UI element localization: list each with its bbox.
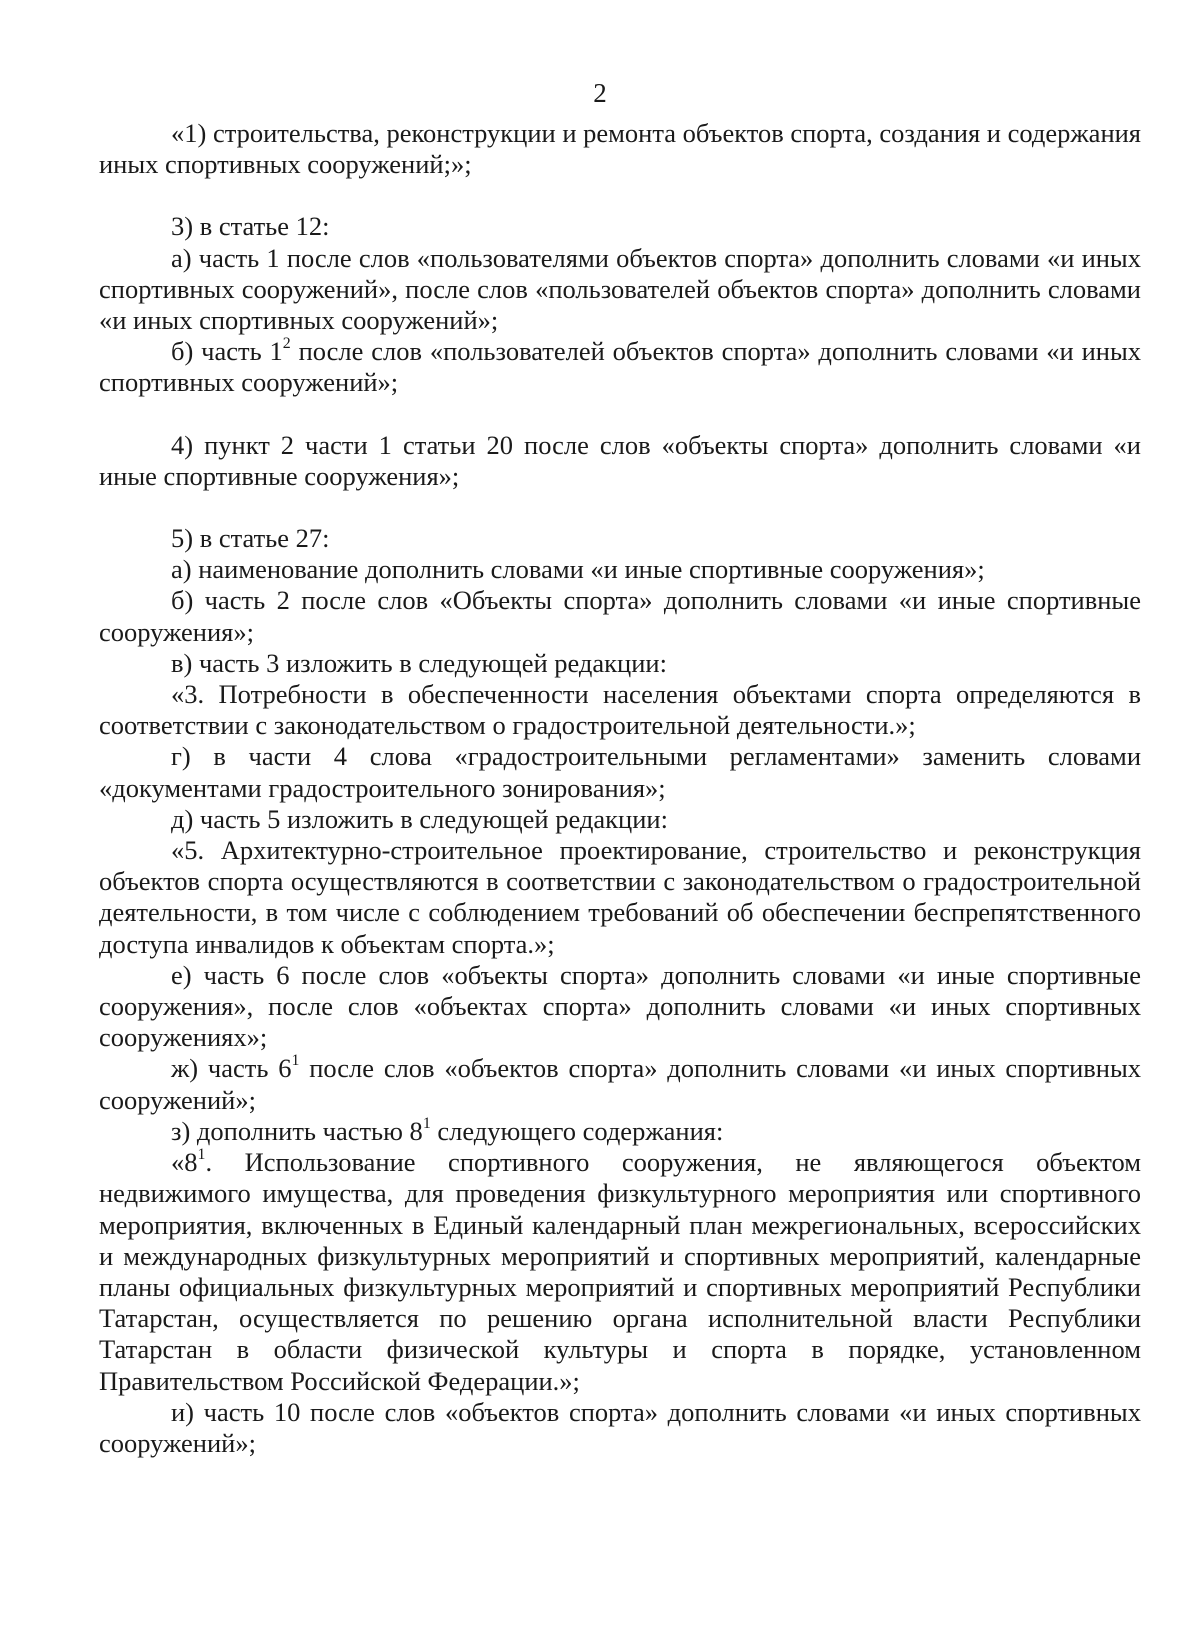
superscript: 1 xyxy=(291,1052,300,1070)
paragraph-text: «8 xyxy=(171,1147,198,1178)
paragraph-article-27-g: г) в части 4 слова «градостроительными регламентами» заменить словами «документами градостроительного зонирования»; xyxy=(99,741,1141,803)
paragraph-item-1: «1) строительства, реконструкции и ремонта объектов спорта, создания и содержания иных спортивных сооружений;»; xyxy=(99,118,1141,180)
paragraph-article-12: 3) в статье 12: xyxy=(171,211,330,242)
paragraph-text: б) часть 1 xyxy=(171,336,283,367)
paragraph-quote-part-5: «5. Архитектурно-строительное проектирование, строительство и реконструкция объектов спорта осуществляются в соответствии с законодательством о градостроительной деятельности, в том числе с соблюдением требований об обеспечении беспрепятственного доступа инвалидов к объектам спорта.»; xyxy=(99,835,1141,959)
paragraph-article-12-a: а) часть 1 после слов «пользователями объектов спорта» дополнить словами «и иных спортивных сооружений», после слов «пользователей объектов спорта» дополнить словами «и иных спортивных сооружений»; xyxy=(99,242,1141,336)
paragraph-quote-part-8-1 xyxy=(99,1147,1141,1397)
paragraph-article-27: 5) в статье 27: xyxy=(171,523,330,554)
paragraph-article-27-z xyxy=(99,1116,1141,1147)
paragraph-article-12-b xyxy=(99,336,1141,398)
paragraph-text: следующего содержания: xyxy=(430,1115,724,1146)
paragraph-article-27-e: е) часть 6 после слов «объекты спорта» дополнить словами «и иные спортивные сооружения», после слов «объектах спорта» дополнить словами «и иных спортивных сооружениях»; xyxy=(99,959,1141,1053)
paragraph-quote-part-3: «3. Потребности в обеспеченности населения объектами спорта определяются в соответствии с законодательством о градостроительной деятельности.»; xyxy=(99,679,1141,741)
paragraph-article-27-zh xyxy=(99,1053,1141,1115)
paragraph-spacer xyxy=(99,492,1141,523)
paragraph-article-27-a: а) наименование дополнить словами «и иные спортивные сооружения»; xyxy=(171,554,985,585)
paragraph-article-27-v: в) часть 3 изложить в следующей редакции: xyxy=(171,647,667,678)
paragraph-article-27-b: б) часть 2 после слов «Объекты спорта» дополнить словами «и иные спортивные сооружения»; xyxy=(99,585,1141,647)
paragraph-text: ж) часть 6 xyxy=(171,1053,292,1084)
paragraph-text: после слов «объектов спорта» дополнить словами «и иных спортивных сооружений»; xyxy=(99,1053,1141,1115)
superscript: 1 xyxy=(197,1145,206,1163)
paragraph-text: после слов «пользователей объектов спорта» дополнить словами «и иных спортивных сооружений»; xyxy=(99,336,1141,398)
superscript: 1 xyxy=(422,1114,431,1132)
document-body xyxy=(99,118,1141,1459)
paragraph-item-4: 4) пункт 2 части 1 статьи 20 после слов «объекты спорта» дополнить словами «и иные спортивные сооружения»; xyxy=(99,429,1141,491)
paragraph-spacer xyxy=(99,399,1141,430)
superscript: 2 xyxy=(282,335,291,353)
paragraph-text: з) дополнить частью 8 xyxy=(171,1115,423,1146)
paragraph-article-27-i: и) часть 10 после слов «объектов спорта» дополнить словами «и иных спортивных сооружений»; xyxy=(99,1396,1141,1458)
paragraph-text: . Использование спортивного сооружения, не являющегося объектом недвижимого имущества, для проведения физкультурного мероприятия или спортивного мероприятия, включенных в Единый календарный план межрегиональных, всероссийских и международных физкультурных мероприятий и спортивных мероприятий, календарные планы официальных физкультурных мероприятий и спортивных мероприятий Республики Татарстан, осуществляется по решению органа исполнительной власти Республики Татарстан в области физической культуры и спорта в порядке, установленном Правительством Российской Федерации.»; xyxy=(99,1147,1141,1396)
page-number: 2 xyxy=(593,78,607,108)
paragraph-article-27-d: д) часть 5 изложить в следующей редакции: xyxy=(171,803,668,834)
paragraph-spacer xyxy=(99,180,1141,211)
